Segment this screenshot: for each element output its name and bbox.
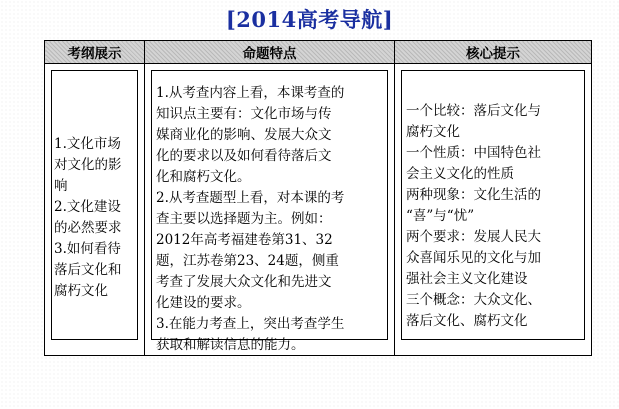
outline-line: 的必然要求 [54, 220, 122, 236]
tips-cell [395, 64, 592, 356]
features-textbox [151, 70, 388, 353]
page-title: [2014高考导航] [225, 7, 394, 32]
features-line: 知识点主要有：文化市场与传 [156, 106, 332, 122]
tips-line: 落后文化、腐朽文化 [406, 313, 528, 329]
tips-line: 两种现象：文化生活的 [406, 187, 541, 203]
outline-line: 落后文化和 [54, 262, 122, 278]
features-line: 化的要求以及如何看待落后文 [156, 148, 332, 164]
tips-line: 两个要求：发展人民大 [406, 229, 541, 245]
tips-line: 一个性质：中国特色社 [406, 145, 541, 161]
outline-line: 3.如何看待 [54, 241, 121, 257]
outline-textbox [51, 70, 138, 340]
tips-line: 腐朽文化 [406, 124, 460, 140]
outline-line: 响 [54, 178, 68, 194]
tips-line: 三个概念：大众文化、 [406, 292, 541, 308]
exam-outline-table [44, 40, 592, 356]
table-header-row [45, 41, 592, 64]
outline-line: 对文化的影 [54, 157, 122, 173]
features-line: 化和腐朽文化。 [156, 169, 251, 185]
features-line: 2.从考查题型上看，对本课的考 [156, 190, 345, 206]
features-line: 考查了发展大众文化和先进文 [156, 274, 332, 290]
tips-line: 会主义文化的性质 [406, 166, 514, 182]
features-line: 媒商业化的影响、发展大众文 [156, 127, 332, 143]
features-cell [145, 64, 395, 356]
features-line: 化建设的要求。 [156, 295, 251, 311]
tips-line: 一个比较：落后文化与 [406, 103, 541, 119]
tips-line: 强社会主义文化建设 [406, 271, 528, 287]
header-tips: 核心提示 [395, 41, 592, 64]
tips-line: “喜”与“忧” [406, 208, 475, 224]
outline-cell [45, 64, 145, 356]
header-features: 命题特点 [145, 41, 395, 64]
features-line: 1.从考查内容上看，本课考查的 [156, 85, 345, 101]
features-line: 2012年高考福建卷第31、32 [156, 232, 333, 248]
table-row [45, 64, 592, 356]
outline-line: 2.文化建设 [54, 199, 121, 215]
header-outline: 考纲展示 [45, 41, 145, 64]
tips-textbox [401, 70, 585, 340]
tips-line: 众喜闻乐见的文化与加 [406, 250, 541, 266]
features-line: 获取和解读信息的能力。 [156, 337, 305, 353]
features-line: 查主要以选择题为主。例如： [156, 211, 332, 227]
outline-line: 1.文化市场 [54, 136, 121, 152]
outline-line: 腐朽文化 [54, 283, 108, 299]
features-line: 题，江苏卷第23、24题，侧重 [156, 253, 339, 269]
features-line: 3.在能力考查上，突出考查学生 [156, 316, 345, 332]
